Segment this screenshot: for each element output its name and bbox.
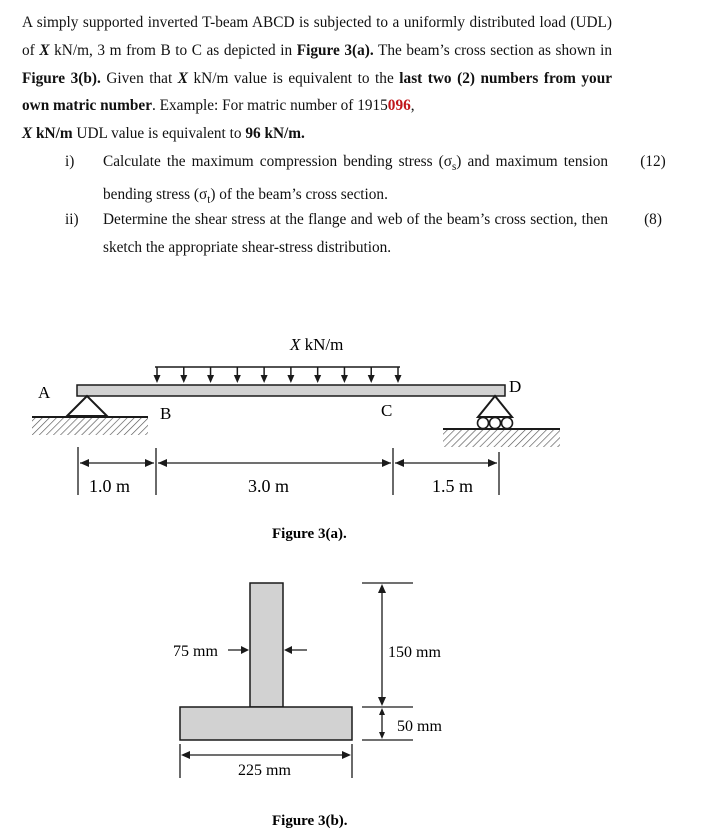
point-b-label: B <box>160 404 172 423</box>
udl-arrowhead <box>154 375 161 383</box>
flange <box>180 707 352 740</box>
figure-3b <box>173 583 442 829</box>
dim-bc-label: 3.0 m <box>248 476 290 496</box>
udl-arrowhead <box>395 375 402 383</box>
udl-arrowhead <box>234 375 241 383</box>
udl-arrowhead <box>261 375 268 383</box>
last-two-numbers-emphasis: last two (2) numbers from your own matric number <box>22 69 613 115</box>
problem-text-4: Given that <box>100 69 178 87</box>
ground-hatch-a <box>32 418 148 435</box>
web <box>250 583 283 707</box>
problem-text-7: , <box>410 97 415 115</box>
flange-width-label: 225 mm <box>238 762 291 779</box>
question-number: i) <box>65 153 75 170</box>
dim-ab-label: 1.0 m <box>89 476 131 496</box>
udl-arrowhead <box>341 375 348 383</box>
udl-arrowhead <box>180 375 187 383</box>
question-text: Calculate the maximum compression bending stress $(\sigma_s)$ and maximum tension bending stress $(\sigma_t)$ of the beam’s cross section. <box>103 153 608 207</box>
dim-cd-label: 1.5 m <box>432 476 474 496</box>
x-variable: X <box>22 125 33 143</box>
sigma-s-symbol: $\sigma_s$ <box>443 153 457 174</box>
x-variable: X <box>177 69 188 87</box>
web-height-label: 150 mm <box>388 644 441 661</box>
figure-3a-reference: Figure 3(a). <box>296 41 374 59</box>
problem-text-3: The beam’s cross section as shown in <box>373 41 612 59</box>
sigma-t-symbol: $\sigma_t$ <box>199 186 211 207</box>
figure-3a-caption: Figure 3(a). <box>272 526 347 542</box>
udl-label: X kN/m <box>290 335 344 354</box>
marks-label: (8) <box>644 211 662 228</box>
marks-label: (12) <box>640 153 666 170</box>
problem-text-2: kN/m, 3 m from B to C as depicted in <box>49 41 297 59</box>
problem-text-1: A simply supported inverted T-beam ABCD is subjected to a uniformly distributed load (UDL) of <box>22 14 612 59</box>
beam <box>77 385 505 396</box>
web-width-label: 75 mm <box>173 643 218 660</box>
figure-3b-reference: Figure 3(b). <box>22 69 101 87</box>
point-c-label: C <box>381 401 393 420</box>
matric-highlight: 096 <box>387 97 411 115</box>
udl-arrowhead <box>207 375 214 383</box>
problem-text-6: . Example: For matric number of 1915 <box>152 97 388 115</box>
roller-support-d <box>443 396 560 447</box>
question-number: ii) <box>65 211 79 228</box>
unit-text: kN/m <box>32 125 73 143</box>
example-value: 96 kN/m. <box>245 125 305 143</box>
ground-hatch-d <box>443 430 560 447</box>
web-height-dimension <box>362 583 413 740</box>
udl-arrowhead <box>368 375 375 383</box>
problem-text-5: kN/m value is equivalent to the <box>187 69 400 87</box>
problem-text-8: UDL value is equivalent to <box>72 125 246 143</box>
udl-arrows <box>154 367 402 383</box>
point-a-label: A <box>38 383 51 402</box>
udl-arrowhead <box>314 375 321 383</box>
point-d-label: D <box>509 377 522 396</box>
flange-thickness-label: 50 mm <box>397 718 442 735</box>
figure-3a <box>32 335 560 542</box>
x-variable: X <box>39 41 50 59</box>
udl-arrowhead <box>287 375 294 383</box>
question-text: Determine the shear stress at the flange and web of the beam’s cross section, then sketch the appropriate shear-stress distribution. <box>103 211 608 256</box>
figure-3b-caption: Figure 3(b). <box>272 813 348 829</box>
